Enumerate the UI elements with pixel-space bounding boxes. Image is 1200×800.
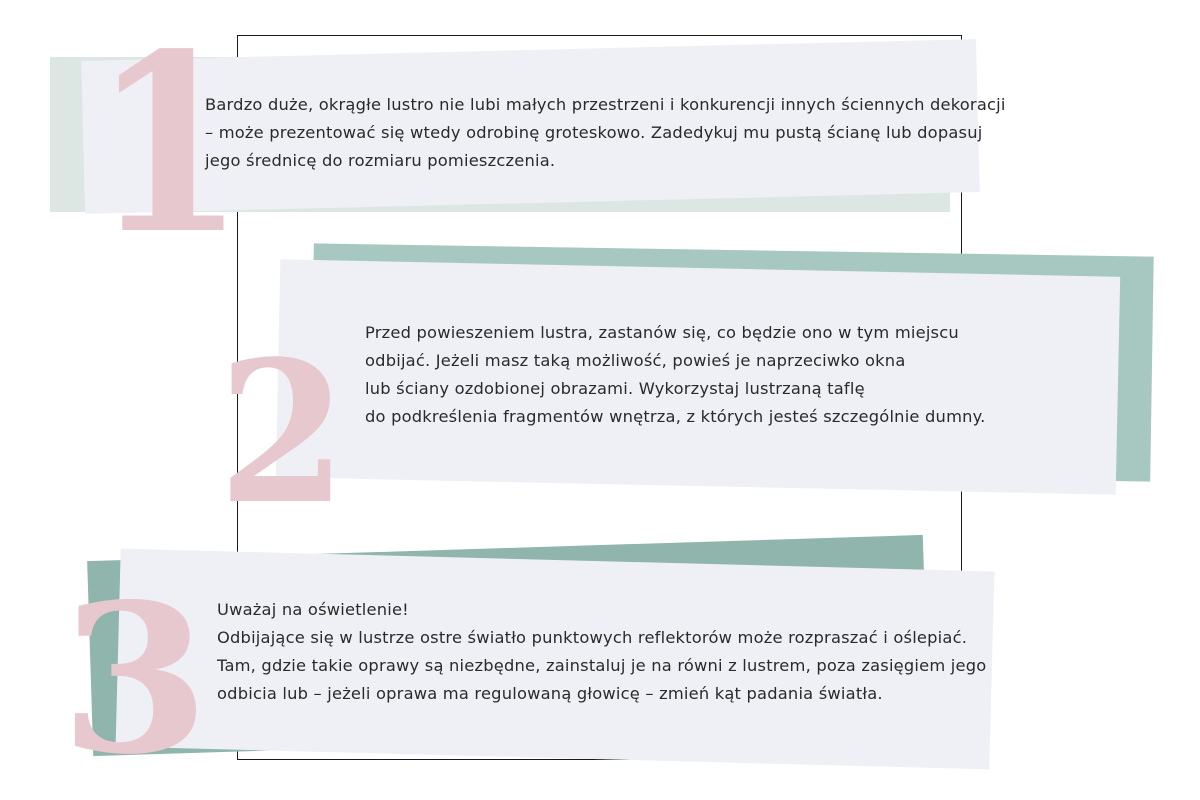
tip-1-line-2: – może prezentować się wtedy odrobinę groteskowo. Zadedykuj mu pustą ścianę lub dopasuj (205, 123, 983, 142)
tip-3-line-1: Uważaj na oświetlenie! (217, 600, 409, 619)
tip-2-text (365, 319, 986, 431)
tip-3-line-3: Tam, gdzie takie oprawy są niezbędne, zainstaluj je na równi z lustrem, poza zasięgiem jego (217, 656, 987, 675)
tip-2-line-2: odbijać. Jeżeli masz taką możliwość, powieś je naprzeciwko okna (365, 351, 906, 370)
tip-3-text (217, 596, 986, 708)
tip-1-line-3: jego średnicę do rozmiaru pomieszczenia. (205, 151, 556, 170)
tip-3-number: 3 (60, 560, 210, 800)
tip-1-number: 1 (92, 0, 246, 288)
tip-3-line-2: Odbijające się w lustrze ostre światło punktowych reflektorów może rozpraszać i oślepiać. (217, 628, 968, 647)
tip-1-text (205, 91, 1006, 175)
tip-3-line-4: odbicia lub – jeżeli oprawa ma regulowaną głowicę – zmień kąt padania światła. (217, 684, 883, 703)
tip-2-number: 2 (218, 318, 347, 547)
tip-2-line-1: Przed powieszeniem lustra, zastanów się, co będzie ono w tym miejscu (365, 323, 959, 342)
tip-2-line-4: do podkreślenia fragmentów wnętrza, z których jesteś szczególnie dumny. (365, 407, 986, 426)
tip-1-line-1: Bardzo duże, okrągłe lustro nie lubi małych przestrzeni i konkurencji innych ściennych dekoracji (205, 95, 1006, 114)
tip-2-line-3: lub ściany ozdobionej obrazami. Wykorzystaj lustrzaną taflę (365, 379, 865, 398)
